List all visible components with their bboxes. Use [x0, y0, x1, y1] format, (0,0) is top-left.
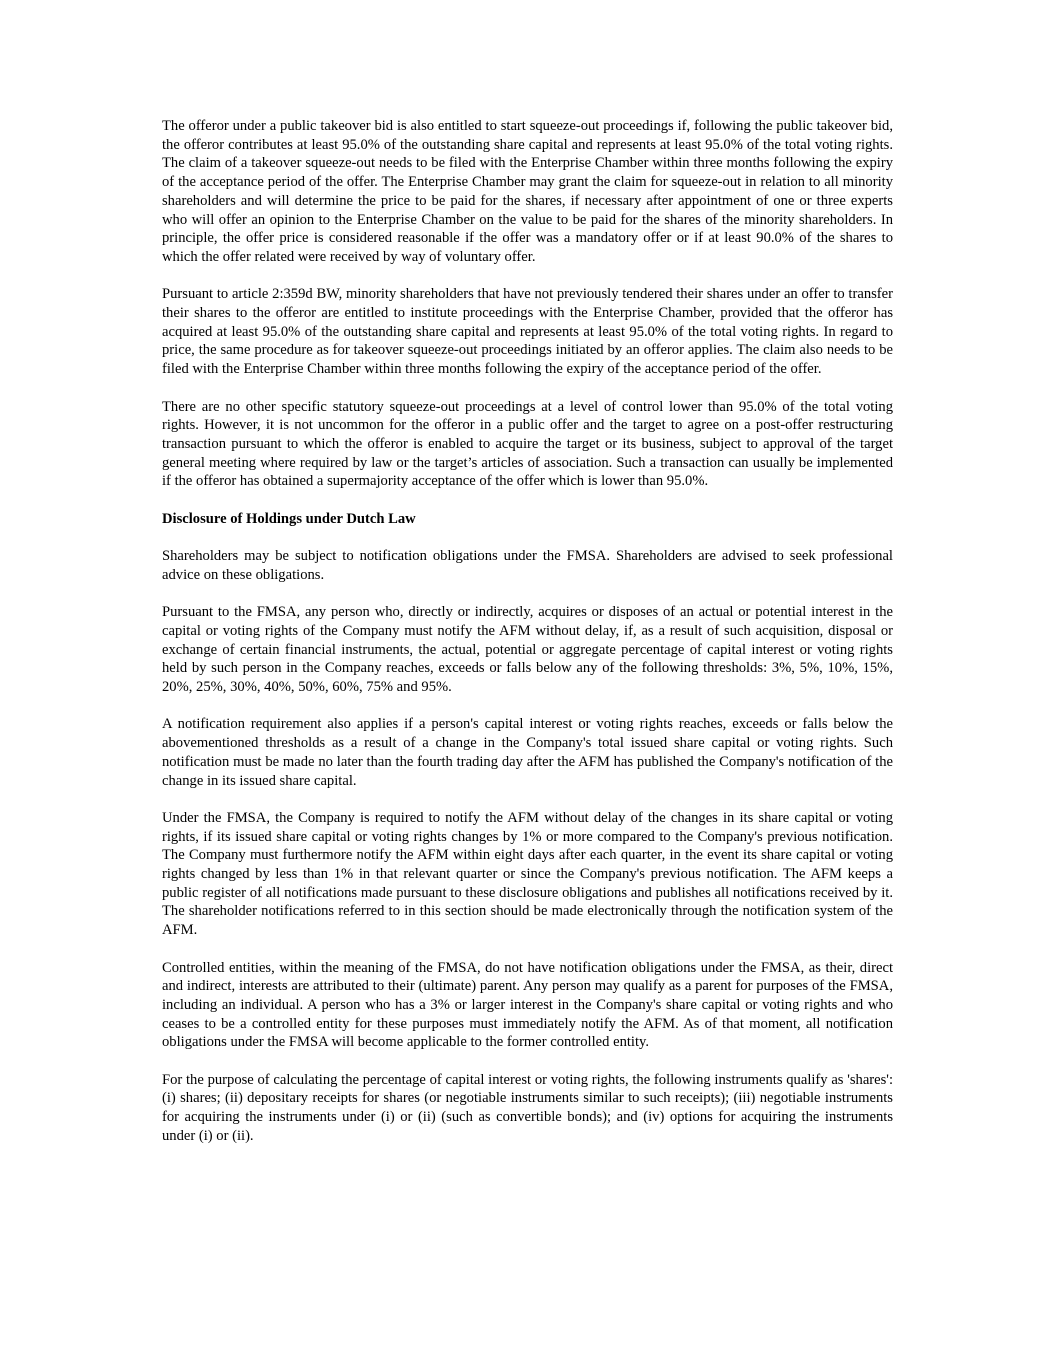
section-heading: Disclosure of Holdings under Dutch Law: [162, 510, 416, 527]
paragraph-takeover-squeeze-out: The offeror under a public takeover bid is also entitled to start squeeze-out proceedings if, following the public takeover bid, the offeror contributes at least 95.0% of the outstanding share capital and represents at least 95.0% of the total voting rights. The claim of a takeover squeeze-out needs to be filed with the Enterprise Chamber within three months following the expiry of the acceptance period of the offer. The Enterprise Chamber may grant the claim for squeeze-out in relation to all minority shareholders and will determine the price to be paid for the shares, if necessary after appointment of one or three experts who will offer an opinion to the Enterprise Chamber on the value to be paid for the shares of the minority shareholders. In principle, the offer price is considered reasonable if the offer was a mandatory offer or if at least 90.0% of the shares to which the offer related were received by way of voluntary offer.: [162, 118, 893, 265]
paragraph-capital-change-notification: A notification requirement also applies if a person's capital interest or voting rights reaches, exceeds or falls below the abovementioned thresholds as a result of a change in the Company's total issued share capital or voting rights. Such notification must be made no later than the fourth trading day after the AFM has published the Company's notification of the change in its issued share capital.: [162, 716, 893, 789]
paragraph-post-offer-restructuring: There are no other specific statutory squeeze-out proceedings at a level of control lower than 95.0% of the total voting rights. However, it is not uncommon for the offeror in a public offer and the target to agree on a post-offer restructuring transaction pursuant to which the offeror is enabled to acquire the target or its business, subject to approval of the target general meeting where required by law or the target’s articles of association. Such a transaction can usually be implemented if the offeror has obtained a supermajority acceptance of the offer which is lower than 95.0%.: [162, 398, 893, 490]
paragraph-controlled-entities: Controlled entities, within the meaning of the FMSA, do not have notification obligations under the FMSA, as their, direct and indirect, interests are attributed to their (ultimate) parent. Any person may qualify as a parent for purposes of the FMSA, including an individual. A person who has a 3% or larger interest in the Company's share capital or voting rights and who ceases to be a controlled entity for these purposes must immediately notify the AFM. As of that moment, all notification obligations under the FMSA will become applicable to the former controlled entity.: [162, 959, 893, 1051]
paragraph-thresholds: Pursuant to the FMSA, any person who, directly or indirectly, acquires or disposes of an actual or potential interest in the capital or voting rights of the Company must notify the AFM without delay, if, as a result of such acquisition, disposal or exchange of certain financial instruments, the actual, potential or aggregate percentage of capital interest or voting rights held by such person in the Company reaches, exceeds or falls below any of the following thresholds: 3%, 5%, 10%, 15%, 20%, 25%, 30%, 40%, 50%, 60%, 75% and 95%.: [162, 604, 893, 696]
paragraph-minority-sell-out: Pursuant to article 2:359d BW, minority shareholders that have not previously tendered their shares under an offer to transfer their shares to the offeror are entitled to institute proceedings with the Enterprise Chamber, provided that the offeror has acquired at least 95.0% of the outstanding share capital and represents at least 95.0% of the total voting rights. In regard to price, the same procedure as for takeover squeeze-out proceedings initiated by an offeror applies. The claim also needs to be filed with the Enterprise Chamber within three months following the expiry of the acceptance period of the offer.: [162, 286, 893, 378]
paragraph-company-notification: Under the FMSA, the Company is required to notify the AFM without delay of the changes in its share capital or voting rights, if its issued share capital or voting rights changes by 1% or more compared to the Company's previous notification. The Company must furthermore notify the AFM within eight days after each quarter, in the event its share capital or voting rights changed by less than 1% in that relevant quarter or since the Company's previous notification. The AFM keeps a public register of all notifications made pursuant to these disclosure obligations and publishes all notifications received by it. The shareholder notifications referred to in this section should be made electronically through the notification system of the AFM.: [162, 809, 893, 939]
paragraph-shares-definition: For the purpose of calculating the percentage of capital interest or voting rights, the following instruments qualify as 'shares': (i) shares; (ii) depositary receipts for shares (or negotiable instruments similar to such receipts); (iii) negotiable instruments for acquiring the instruments under (i) or (ii) (such as convertible bonds); and (iv) options for acquiring the instruments under (i) or (ii).: [162, 1071, 893, 1144]
paragraph-notification-obligations: Shareholders may be subject to notification obligations under the FMSA. Shareholders are advised to seek professional advice on these obligations.: [162, 548, 893, 583]
document-page: [162, 117, 893, 1164]
